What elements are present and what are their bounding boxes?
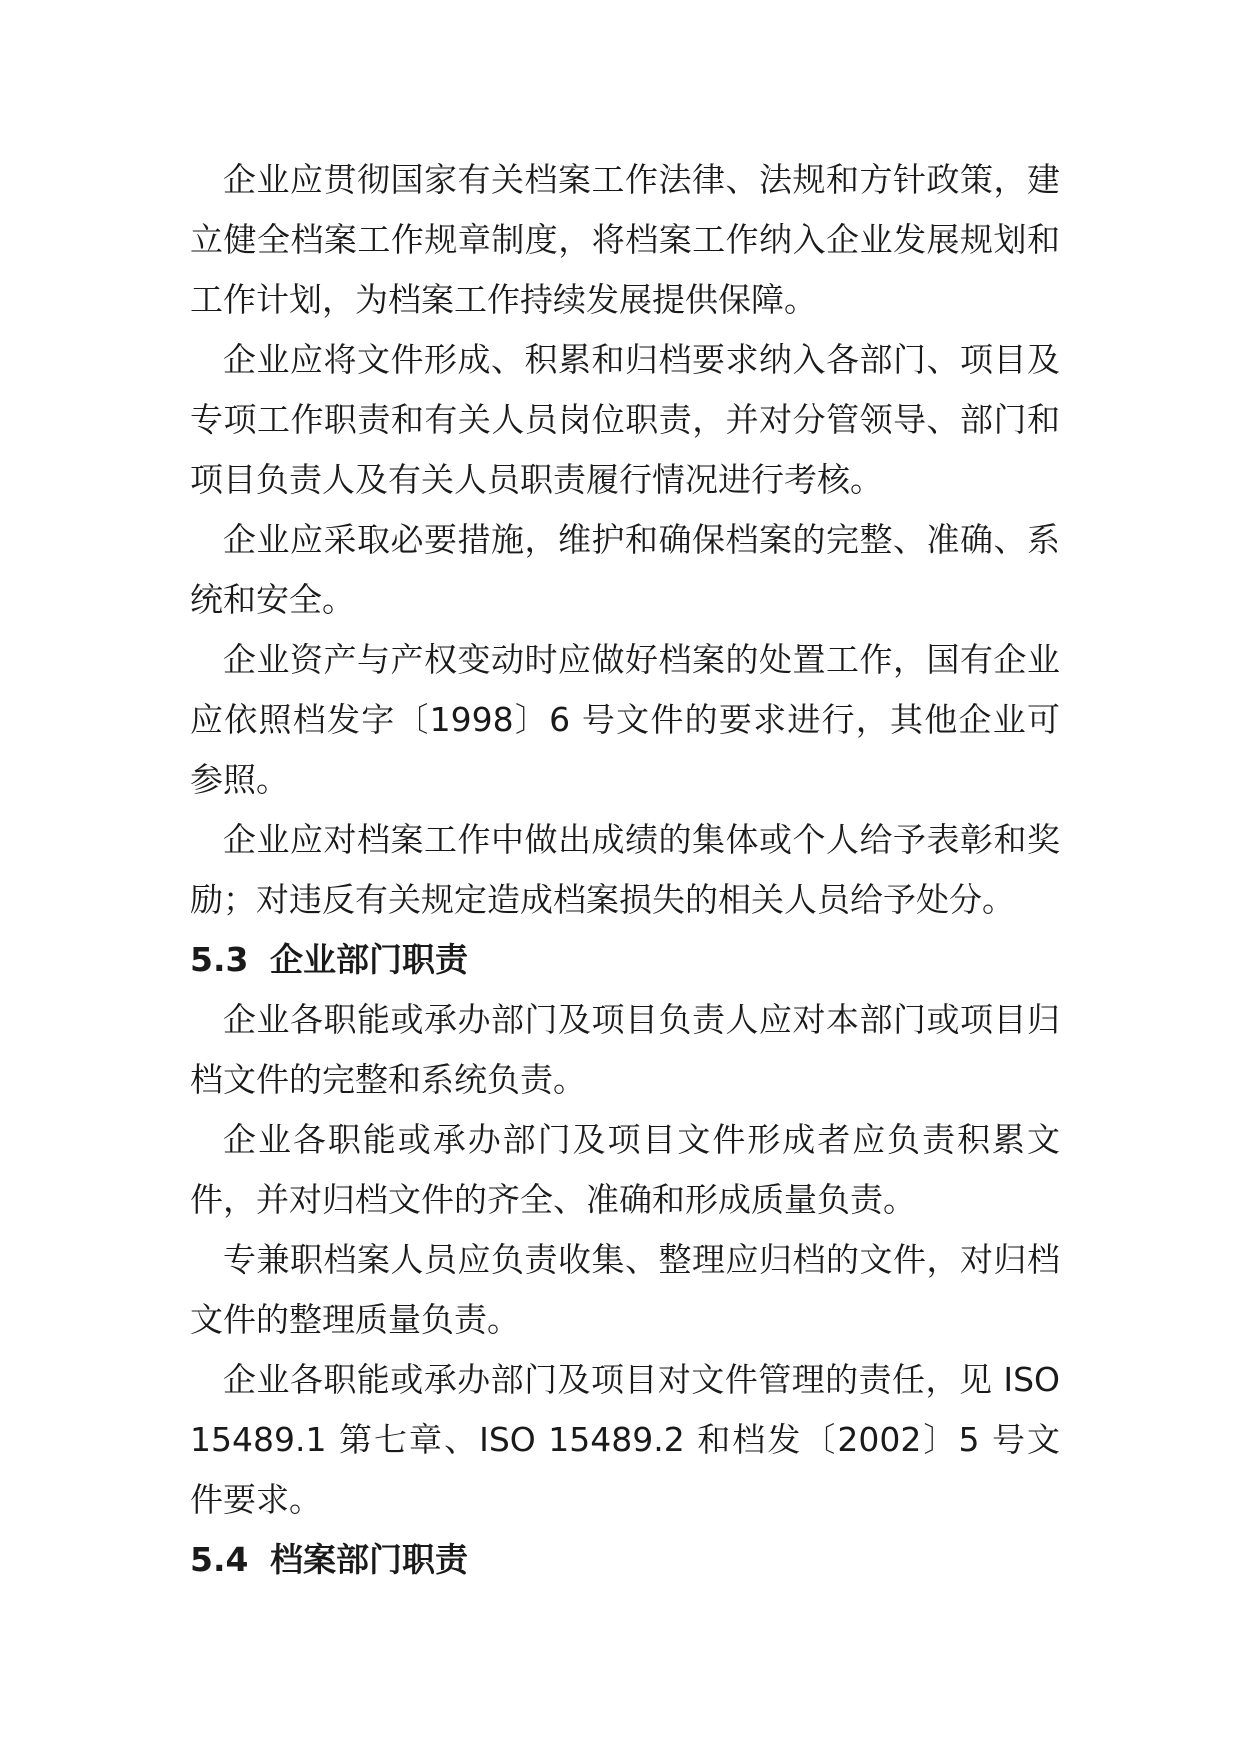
paragraph: 企业应采取必要措施，维护和确保档案的完整、准确、系统和安全。 bbox=[190, 520, 1060, 619]
paragraph: 企业应对档案工作中做出成绩的集体或个人给予表彰和奖励；对违反有关规定造成档案损失的相关人员给予处分。 bbox=[190, 820, 1060, 919]
paragraph: 企业资产与产权变动时应做好档案的处置工作，国有企业应依照档发字〔1998〕6 号文件的要求进行，其他企业可参照。 bbox=[190, 640, 1060, 799]
paragraph: 企业各职能或承办部门及项目对文件管理的责任，见 ISO 15489.1 第七章、ISO 15489.2 和档发〔2002〕5 号文件要求。 bbox=[190, 1360, 1060, 1519]
paragraph: 企业各职能或承办部门及项目负责人应对本部门或项目归档文件的完整和系统负责。 bbox=[190, 1000, 1060, 1099]
section-number: 5.3 bbox=[190, 940, 249, 979]
section-heading bbox=[190, 930, 1060, 990]
section-title: 企业部门职责 bbox=[270, 940, 468, 979]
paragraph: 专兼职档案人员应负责收集、整理应归档的文件，对归档文件的整理质量负责。 bbox=[190, 1240, 1060, 1339]
section-heading bbox=[190, 1530, 1060, 1590]
section-title: 档案部门职责 bbox=[270, 1540, 468, 1579]
section-number: 5.4 bbox=[190, 1540, 249, 1579]
document-page bbox=[190, 150, 1060, 1590]
paragraph: 企业各职能或承办部门及项目文件形成者应负责积累文件，并对归档文件的齐全、准确和形成质量负责。 bbox=[190, 1120, 1060, 1219]
paragraph: 企业应将文件形成、积累和归档要求纳入各部门、项目及专项工作职责和有关人员岗位职责，并对分管领导、部门和项目负责人及有关人员职责履行情况进行考核。 bbox=[190, 340, 1060, 499]
paragraph: 企业应贯彻国家有关档案工作法律、法规和方针政策，建立健全档案工作规章制度，将档案工作纳入企业发展规划和工作计划，为档案工作持续发展提供保障。 bbox=[190, 160, 1060, 319]
